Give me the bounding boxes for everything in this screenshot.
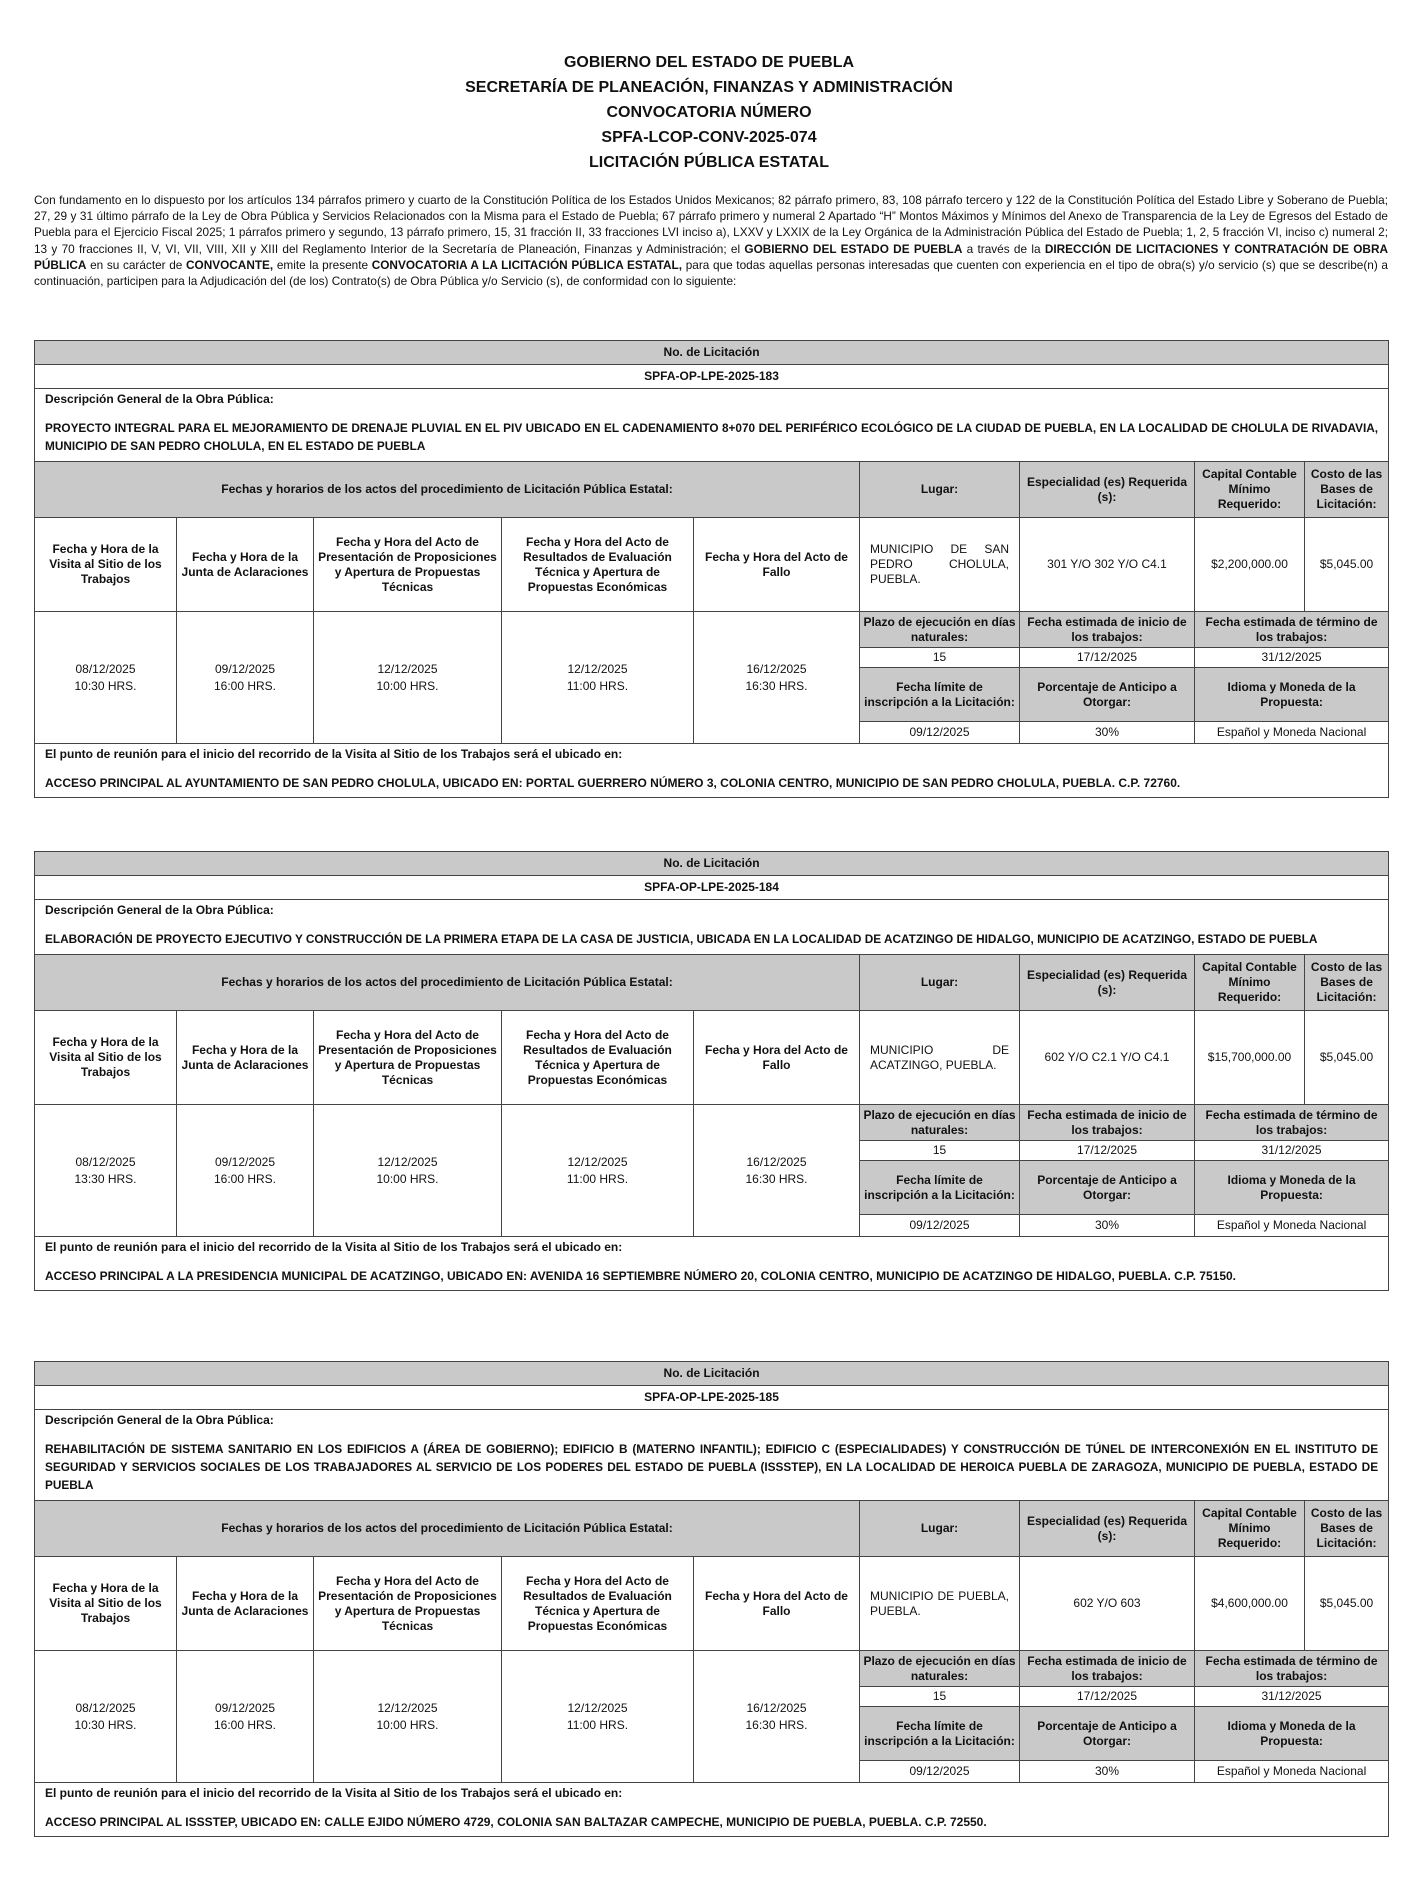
intro-bold: CONVOCANTE,	[186, 257, 274, 272]
capital-label: Capital Contable Mínimo Requerido:	[1195, 1501, 1305, 1557]
junta-value	[177, 612, 314, 744]
presentacion-label: Fecha y Hora del Acto de Presentación de Proposiciones y Apertura de Propuestas Técnicas	[314, 518, 502, 612]
inicio-value: 17/12/2025	[1020, 1141, 1195, 1161]
especialidad-label: Especialidad (es) Requerida (s):	[1020, 1501, 1195, 1557]
fallo-label: Fecha y Hora del Acto de Fallo	[694, 1011, 860, 1105]
especialidad-value: 602 Y/O C2.1 Y/O C4.1	[1020, 1011, 1195, 1105]
termino-label: Fecha estimada de término de los trabajos:	[1195, 1105, 1389, 1141]
plazo-label: Plazo de ejecución en días naturales:	[860, 1105, 1020, 1141]
junta-label: Fecha y Hora de la Junta de Aclaraciones	[177, 1011, 314, 1105]
limite-label: Fecha límite de inscripción a la Licitación:	[860, 668, 1020, 722]
resultados-hora: 11:00 HRS.	[566, 678, 629, 693]
presentacion-hora: 10:00 HRS.	[376, 1717, 439, 1732]
intro-text: para que todas aquellas personas interesadas que cuenten con experiencia en el tipo de obra(s) y/o servicio (s) que se describe(n) a continuación, participen para la Adjudicación del (de los) Contrato(s) de Obra Pública y/o Servicio (s), de conformidad con lo siguiente:	[34, 257, 1388, 289]
descripcion-label: Descripción General de la Obra Pública:	[35, 900, 1389, 921]
termino-value: 31/12/2025	[1195, 1687, 1389, 1707]
visita-hora: 13:30 HRS.	[74, 1171, 137, 1186]
visita-value	[35, 612, 177, 744]
descripcion-text: ELABORACIÓN DE PROYECTO EJECUTIVO Y CONSTRUCCIÓN DE LA PRIMERA ETAPA DE LA CASA DE JUSTICIA, UBICADA EN LA LOCALIDAD DE ACATZINGO DE HIDALGO, MUNICIPIO DE ACATZINGO, ESTADO DE PUEBLA	[35, 920, 1389, 955]
no-licitacion-label: No. de Licitación	[35, 341, 1389, 365]
licitacion-block	[34, 851, 1388, 1291]
fallo-fecha: 16/12/2025	[746, 1700, 807, 1715]
licitacion-table	[34, 851, 1389, 1291]
presentacion-fecha: 12/12/2025	[377, 1154, 438, 1169]
fallo-value	[694, 612, 860, 744]
limite-value: 09/12/2025	[860, 1761, 1020, 1783]
punto-reunion-label: El punto de reunión para el inicio del recorrido de la Visita al Sitio de los Trabajos será el ubicado en:	[35, 1783, 1389, 1804]
punto-reunion-label: El punto de reunión para el inicio del recorrido de la Visita al Sitio de los Trabajos será el ubicado en:	[35, 744, 1389, 765]
presentacion-fecha: 12/12/2025	[377, 1700, 438, 1715]
limite-label: Fecha límite de inscripción a la Licitación:	[860, 1161, 1020, 1215]
descripcion-text: REHABILITACIÓN DE SISTEMA SANITARIO EN LOS EDIFICIOS A (ÁREA DE GOBIERNO); EDIFICIO B (MATERNO INFANTIL); EDIFICIO C (ESPECIALIDADES) Y CONSTRUCCIÓN DE TÚNEL DE INTERCONEXIÓN EN EL INSTITUTO DE SEGURIDAD Y SERVICIOS SOCIALES DE LOS TRABAJADORES AL SERVICIO DE LOS PODERES DEL ESTADO DE PUEBLA (ISSSTEP), EN LA LOCALIDAD DE HEROICA PUEBLA DE ZARAGOZA, MUNICIPIO DE PUEBLA, ESTADO DE PUEBLA	[35, 1430, 1389, 1501]
limite-value: 09/12/2025	[860, 722, 1020, 744]
fallo-hora: 16:30 HRS.	[745, 1171, 808, 1186]
visita-value	[35, 1105, 177, 1237]
anticipo-label: Porcentaje de Anticipo a Otorgar:	[1020, 1707, 1195, 1761]
termino-label: Fecha estimada de término de los trabajos:	[1195, 612, 1389, 648]
presentacion-hora: 10:00 HRS.	[376, 1171, 439, 1186]
inicio-label: Fecha estimada de inicio de los trabajos:	[1020, 1651, 1195, 1687]
costo-label: Costo de las Bases de Licitación:	[1305, 1501, 1389, 1557]
fallo-label: Fecha y Hora del Acto de Fallo	[694, 518, 860, 612]
termino-value: 31/12/2025	[1195, 648, 1389, 668]
idioma-label: Idioma y Moneda de la Propuesta:	[1195, 1707, 1389, 1761]
costo-label: Costo de las Bases de Licitación:	[1305, 462, 1389, 518]
fechas-horarios-label: Fechas y horarios de los actos del procedimiento de Licitación Pública Estatal:	[35, 462, 860, 518]
header-licitacion-type: LICITACIÓN PÚBLICA ESTATAL	[589, 154, 829, 171]
idioma-label: Idioma y Moneda de la Propuesta:	[1195, 1161, 1389, 1215]
resultados-hora: 11:00 HRS.	[566, 1717, 629, 1732]
especialidad-label: Especialidad (es) Requerida (s):	[1020, 955, 1195, 1011]
junta-fecha: 09/12/2025	[214, 1700, 276, 1715]
presentacion-label: Fecha y Hora del Acto de Presentación de Proposiciones y Apertura de Propuestas Técnicas	[314, 1011, 502, 1105]
resultados-fecha: 12/12/2025	[567, 1154, 628, 1169]
visita-hora: 10:30 HRS.	[74, 1717, 137, 1732]
presentacion-label: Fecha y Hora del Acto de Presentación de Proposiciones y Apertura de Propuestas Técnicas	[314, 1557, 502, 1651]
anticipo-value: 30%	[1020, 1215, 1195, 1237]
header-convocatoria-number: SPFA-LCOP-CONV-2025-074	[601, 129, 817, 146]
licitacion-number: SPFA-OP-LPE-2025-184	[35, 876, 1389, 900]
resultados-value	[502, 1651, 694, 1783]
junta-hora: 16:00 HRS.	[213, 1717, 277, 1732]
visita-hora: 10:30 HRS.	[74, 678, 137, 693]
visita-label: Fecha y Hora de la Visita al Sitio de los Trabajos	[35, 1011, 177, 1105]
junta-label: Fecha y Hora de la Junta de Aclaraciones	[177, 518, 314, 612]
termino-label: Fecha estimada de término de los trabajos:	[1195, 1651, 1389, 1687]
visita-label: Fecha y Hora de la Visita al Sitio de los Trabajos	[35, 1557, 177, 1651]
visita-label: Fecha y Hora de la Visita al Sitio de los Trabajos	[35, 518, 177, 612]
plazo-value: 15	[860, 1687, 1020, 1707]
especialidad-value: 301 Y/O 302 Y/O C4.1	[1020, 518, 1195, 612]
limite-value: 09/12/2025	[860, 1215, 1020, 1237]
junta-label: Fecha y Hora de la Junta de Aclaraciones	[177, 1557, 314, 1651]
termino-value: 31/12/2025	[1195, 1141, 1389, 1161]
visita-fecha: 08/12/2025	[75, 1700, 136, 1715]
intro-text: en su carácter de	[86, 257, 187, 272]
capital-value: $4,600,000.00	[1195, 1557, 1305, 1651]
descripcion-text: PROYECTO INTEGRAL PARA EL MEJORAMIENTO DE DRENAJE PLUVIAL EN EL PIV UBICADO EN EL CADENAMIENTO 8+070 DEL PERIFÉRICO ECOLÓGICO DE LA CIUDAD DE PUEBLA, EN LA LOCALIDAD DE CHOLULA DE RIVADAVIA, MUNICIPIO DE SAN PEDRO CHOLULA, EN EL ESTADO DE PUEBLA	[35, 409, 1389, 462]
presentacion-value	[314, 612, 502, 744]
punto-reunion-label: El punto de reunión para el inicio del recorrido de la Visita al Sitio de los Trabajos será el ubicado en:	[35, 1237, 1389, 1258]
descripcion-label: Descripción General de la Obra Pública:	[35, 389, 1389, 410]
junta-fecha: 09/12/2025	[214, 1154, 276, 1169]
header-government: GOBIERNO DEL ESTADO DE PUEBLA	[563, 54, 855, 71]
fallo-label: Fecha y Hora del Acto de Fallo	[694, 1557, 860, 1651]
idioma-value: Español y Moneda Nacional	[1195, 1215, 1389, 1237]
intro-text: emite la presente	[273, 257, 372, 272]
punto-reunion-text: ACCESO PRINCIPAL AL ISSSTEP, UBICADO EN: CALLE EJIDO NÚMERO 4729, COLONIA SAN BALTAZAR CAMPECHE, MUNICIPIO DE PUEBLA, PUEBLA. C.P. 72550.	[35, 1803, 1389, 1837]
intro-text: Con fundamento en lo dispuesto por los artículos 134 párrafos primero y cuarto de la Constitución Política de los Estados Unidos Mexicanos; 82 párrafo primero, 83, 108 párrafo tercero y 122 de la Constitución Política del Estado Libre y Soberano de Puebla; 27, 29 y 31 último párrafo de la Ley de Obra Pública y Servicios Relacionados con la Misma para el Estado de Puebla; 67 párrafo primero y numeral 2 Apartado “H” Montos Máximos y Mínimos del Anexo de Transparencia de la Ley de Egresos del Estado de Puebla para el Ejercicio Fiscal 2025; 1 párrafos primero y segundo, 13 párrafo primero, 15, 31 fracción II, 33 fracciones LVI inciso a), LXXV y LXXIX de la Ley Orgánica de la Administración Pública del Estado de Puebla; 1, 2, 5 fracción VI, inciso c) numeral 2; 13 y 70 fracciones II, V, VI, VII, VIII, XII y XIII del Reglamento Interior de la Secretaría de Planeación, Finanzas y Administración; el	[34, 193, 1388, 256]
anticipo-value: 30%	[1020, 722, 1195, 744]
fechas-horarios-label: Fechas y horarios de los actos del procedimiento de Licitación Pública Estatal:	[35, 1501, 860, 1557]
limite-label: Fecha límite de inscripción a la Licitación:	[860, 1707, 1020, 1761]
plazo-label: Plazo de ejecución en días naturales:	[860, 612, 1020, 648]
fallo-value	[694, 1651, 860, 1783]
resultados-fecha: 12/12/2025	[567, 1700, 628, 1715]
fallo-fecha: 16/12/2025	[746, 1154, 807, 1169]
anticipo-label: Porcentaje de Anticipo a Otorgar:	[1020, 668, 1195, 722]
fallo-hora: 16:30 HRS.	[745, 1717, 808, 1732]
idioma-value: Español y Moneda Nacional	[1195, 1761, 1389, 1783]
resultados-fecha: 12/12/2025	[567, 661, 628, 676]
lugar-label: Lugar:	[860, 1501, 1020, 1557]
junta-value	[177, 1651, 314, 1783]
header-secretariat: SECRETARÍA DE PLANEACIÓN, FINANZAS Y ADMINISTRACIÓN	[465, 79, 953, 96]
visita-fecha: 08/12/2025	[75, 1154, 136, 1169]
lugar-value: MUNICIPIO DE ACATZINGO, PUEBLA.	[860, 1011, 1020, 1105]
junta-hora: 16:00 HRS.	[213, 1171, 277, 1186]
resultados-value	[502, 1105, 694, 1237]
licitacion-block	[34, 340, 1388, 798]
fallo-hora: 16:30 HRS.	[745, 678, 808, 693]
licitacion-block	[34, 1361, 1388, 1837]
anticipo-value: 30%	[1020, 1761, 1195, 1783]
especialidad-label: Especialidad (es) Requerida (s):	[1020, 462, 1195, 518]
resultados-label: Fecha y Hora del Acto de Resultados de Evaluación Técnica y Apertura de Propuestas Económicas	[502, 1557, 694, 1651]
plazo-value: 15	[860, 1141, 1020, 1161]
capital-label: Capital Contable Mínimo Requerido:	[1195, 462, 1305, 518]
lugar-label: Lugar:	[860, 462, 1020, 518]
inicio-label: Fecha estimada de inicio de los trabajos:	[1020, 1105, 1195, 1141]
presentacion-fecha: 12/12/2025	[377, 661, 438, 676]
capital-label: Capital Contable Mínimo Requerido:	[1195, 955, 1305, 1011]
junta-value	[177, 1105, 314, 1237]
anticipo-label: Porcentaje de Anticipo a Otorgar:	[1020, 1161, 1195, 1215]
visita-value	[35, 1651, 177, 1783]
lugar-label: Lugar:	[860, 955, 1020, 1011]
lugar-value: MUNICIPIO DE PUEBLA, PUEBLA.	[860, 1557, 1020, 1651]
punto-reunion-text: ACCESO PRINCIPAL AL AYUNTAMIENTO DE SAN PEDRO CHOLULA, UBICADO EN: PORTAL GUERRERO NÚMERO 3, COLONIA CENTRO, MUNICIPIO DE SAN PEDRO CHOLULA, PUEBLA. C.P. 72760.	[35, 764, 1389, 798]
licitacion-number: SPFA-OP-LPE-2025-185	[35, 1386, 1389, 1410]
licitacion-table	[34, 340, 1389, 798]
intro-paragraph	[34, 192, 1388, 289]
inicio-value: 17/12/2025	[1020, 648, 1195, 668]
idioma-value: Español y Moneda Nacional	[1195, 722, 1389, 744]
document-header	[0, 50, 1418, 175]
intro-bold: CONVOCATORIA A LA LICITACIÓN PÚBLICA ESTATAL,	[371, 257, 683, 272]
header-convocatoria: CONVOCATORIA NÚMERO	[606, 104, 812, 121]
presentacion-value	[314, 1651, 502, 1783]
inicio-label: Fecha estimada de inicio de los trabajos:	[1020, 612, 1195, 648]
junta-hora: 16:00 HRS.	[213, 678, 277, 693]
idioma-label: Idioma y Moneda de la Propuesta:	[1195, 668, 1389, 722]
intro-bold: DIRECCIÓN DE LICITACIONES Y CONTRATACIÓN DE OBRA PÚBLICA	[34, 241, 1388, 272]
no-licitacion-label: No. de Licitación	[35, 1362, 1389, 1386]
fallo-fecha: 16/12/2025	[746, 661, 807, 676]
intro-bold: GOBIERNO DEL ESTADO DE PUEBLA	[744, 241, 963, 256]
licitacion-number: SPFA-OP-LPE-2025-183	[35, 365, 1389, 389]
resultados-label: Fecha y Hora del Acto de Resultados de Evaluación Técnica y Apertura de Propuestas Económicas	[502, 518, 694, 612]
costo-label: Costo de las Bases de Licitación:	[1305, 955, 1389, 1011]
fechas-horarios-label: Fechas y horarios de los actos del procedimiento de Licitación Pública Estatal:	[35, 955, 860, 1011]
visita-fecha: 08/12/2025	[75, 661, 136, 676]
plazo-value: 15	[860, 648, 1020, 668]
capital-value: $15,700,000.00	[1195, 1011, 1305, 1105]
punto-reunion-text: ACCESO PRINCIPAL A LA PRESIDENCIA MUNICIPAL DE ACATZINGO, UBICADO EN: AVENIDA 16 SEPTIEMBRE NÚMERO 20, COLONIA CENTRO, MUNICIPIO DE ACATZINGO DE HIDALGO, PUEBLA. C.P. 75150.	[35, 1257, 1389, 1291]
fallo-value	[694, 1105, 860, 1237]
licitacion-table	[34, 1361, 1389, 1837]
resultados-value	[502, 612, 694, 744]
especialidad-value: 602 Y/O 603	[1020, 1557, 1195, 1651]
lugar-value: MUNICIPIO DE SAN PEDRO CHOLULA, PUEBLA.	[860, 518, 1020, 612]
intro-text: a través de la	[962, 241, 1045, 256]
resultados-hora: 11:00 HRS.	[566, 1171, 629, 1186]
costo-value: $5,045.00	[1305, 518, 1389, 612]
junta-fecha: 09/12/2025	[214, 661, 276, 676]
presentacion-hora: 10:00 HRS.	[376, 678, 439, 693]
capital-value: $2,200,000.00	[1195, 518, 1305, 612]
descripcion-label: Descripción General de la Obra Pública:	[35, 1410, 1389, 1431]
plazo-label: Plazo de ejecución en días naturales:	[860, 1651, 1020, 1687]
presentacion-value	[314, 1105, 502, 1237]
costo-value: $5,045.00	[1305, 1557, 1389, 1651]
no-licitacion-label: No. de Licitación	[35, 852, 1389, 876]
inicio-value: 17/12/2025	[1020, 1687, 1195, 1707]
costo-value: $5,045.00	[1305, 1011, 1389, 1105]
resultados-label: Fecha y Hora del Acto de Resultados de Evaluación Técnica y Apertura de Propuestas Económicas	[502, 1011, 694, 1105]
